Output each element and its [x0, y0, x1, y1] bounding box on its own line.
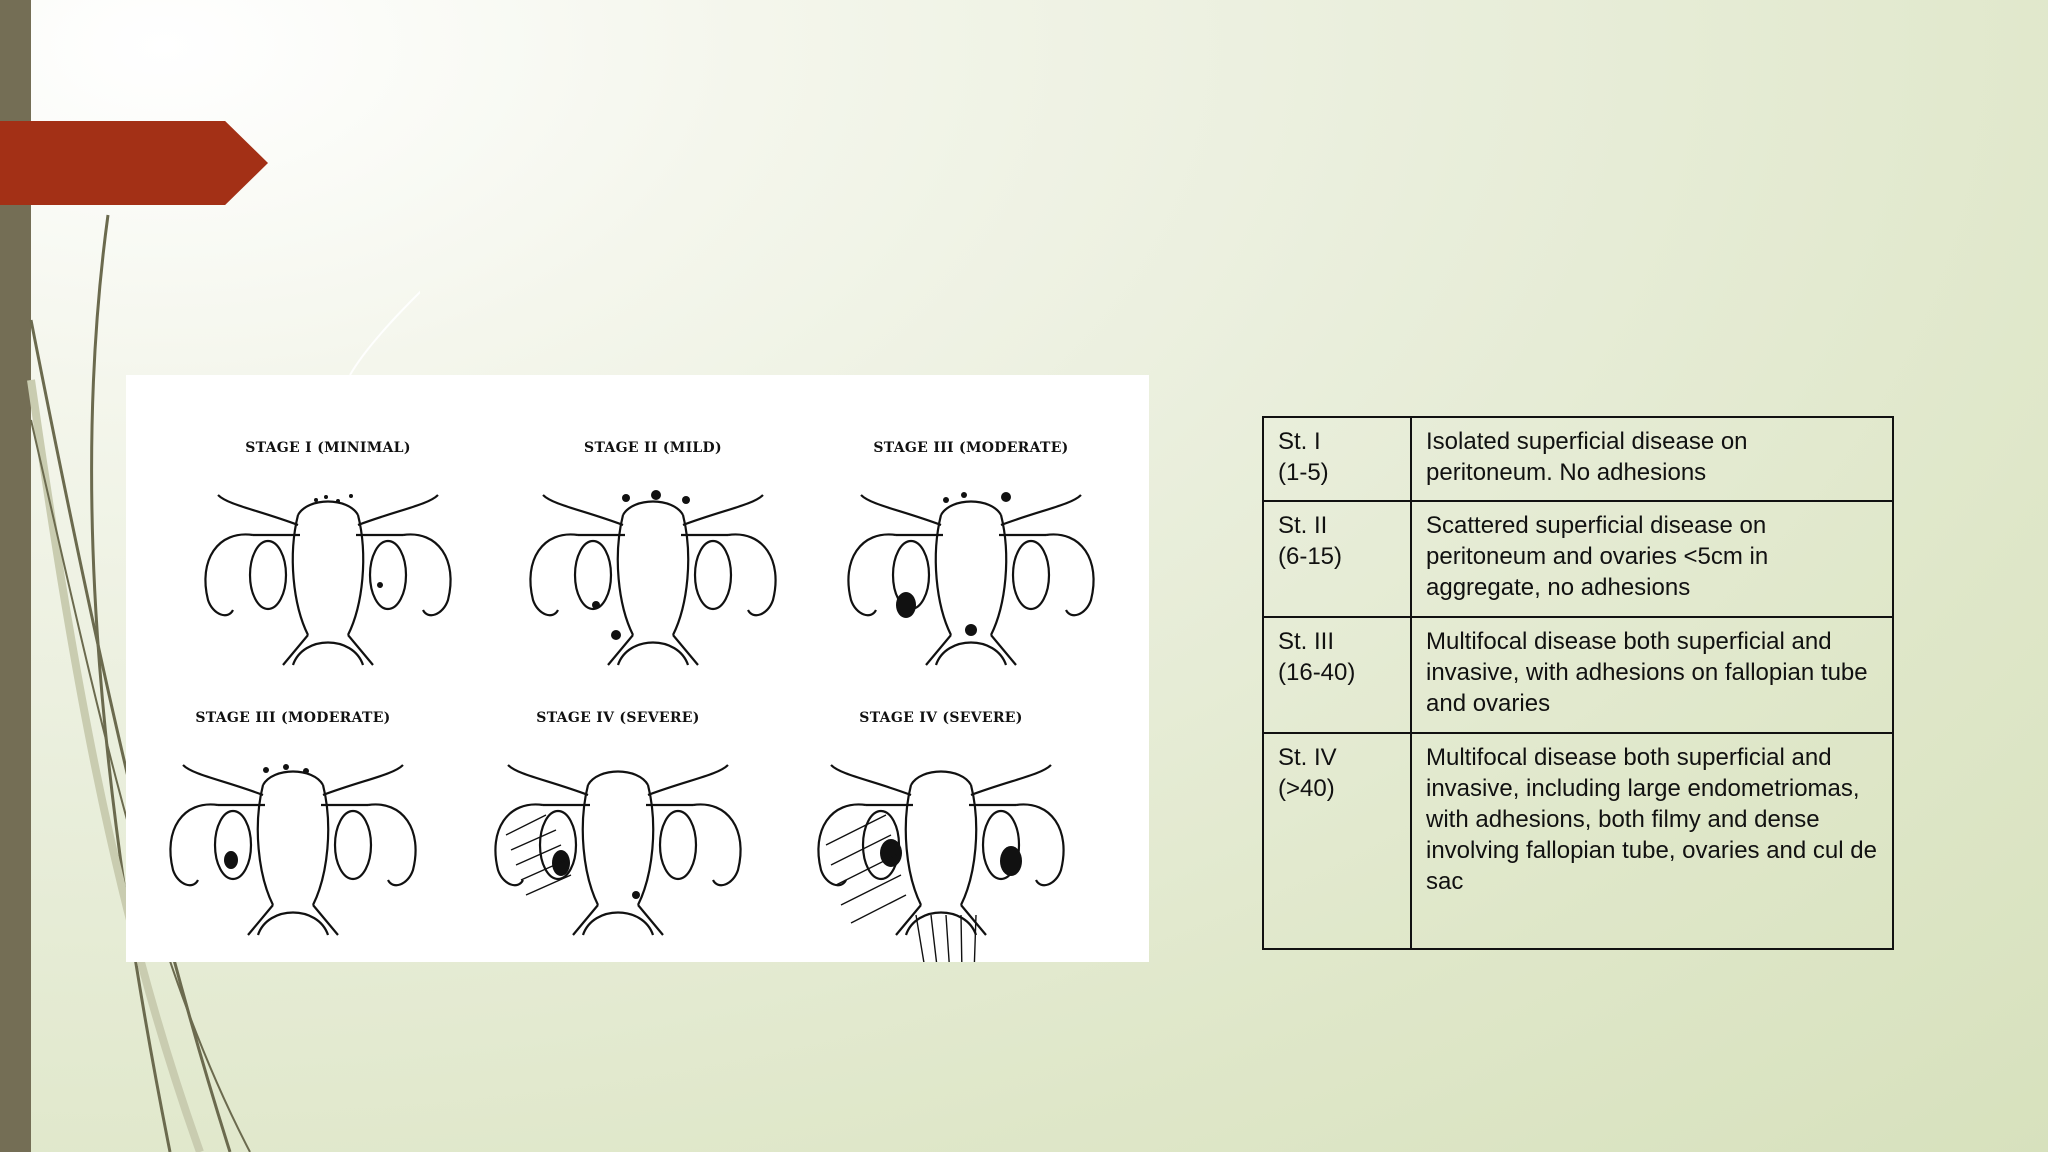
uterus-illustration-4 [170, 765, 415, 935]
stage-cell [1263, 417, 1411, 501]
stage-label-1: STAGE I (MINIMAL) [245, 440, 411, 456]
stage-score: (>40) [1278, 775, 1335, 802]
stage-label-3: STAGE III (MODERATE) [873, 440, 1069, 456]
stage-cell [1263, 733, 1411, 949]
stage-label-5: STAGE IV (SEVERE) [536, 710, 700, 726]
title-accent-tab [0, 121, 268, 205]
staging-illustrations [126, 375, 1149, 962]
table-row [1263, 501, 1893, 617]
table-row [1263, 733, 1893, 949]
uterus-illustration-6 [818, 765, 1063, 935]
stage-score: (6-15) [1278, 543, 1343, 570]
description-cell: Isolated superficial disease on peritoneum. No adhesions [1411, 417, 1893, 501]
description-cell: Multifocal disease both superficial and invasive, with adhesions on fallopian tube and ovaries [1411, 617, 1893, 733]
stage-name: St. II [1278, 512, 1328, 539]
stage-label-4: STAGE III (MODERATE) [195, 710, 391, 726]
description-cell: Scattered superficial disease on peritoneum and ovaries <5cm in aggregate, no adhesions [1411, 501, 1893, 617]
uterus-illustration-3 [848, 495, 1093, 665]
staging-table [1262, 416, 1894, 950]
stage-name: St. I [1278, 428, 1321, 455]
stage-name: St. IV [1278, 744, 1337, 771]
stage-label-6: STAGE IV (SEVERE) [859, 710, 1023, 726]
stage-cell [1263, 617, 1411, 733]
table-row [1263, 417, 1893, 501]
table-row [1263, 617, 1893, 733]
uterus-illustration-5 [495, 765, 740, 935]
stage-name: St. III [1278, 628, 1335, 655]
lesion-marks [224, 490, 1022, 899]
stage-score: (16-40) [1278, 659, 1356, 686]
uterus-illustration-2 [530, 495, 775, 665]
stage-cell [1263, 501, 1411, 617]
uterus-illustration-1 [205, 495, 450, 665]
stage-score: (1-5) [1278, 459, 1329, 486]
stage-label-2: STAGE II (MILD) [584, 440, 722, 456]
description-cell: Multifocal disease both superficial and invasive, including large endometriomas, with adhesions, both filmy and dense involving fallopian tube, ovaries and cul de sac [1411, 733, 1893, 949]
endometriosis-staging-figure [126, 375, 1149, 962]
